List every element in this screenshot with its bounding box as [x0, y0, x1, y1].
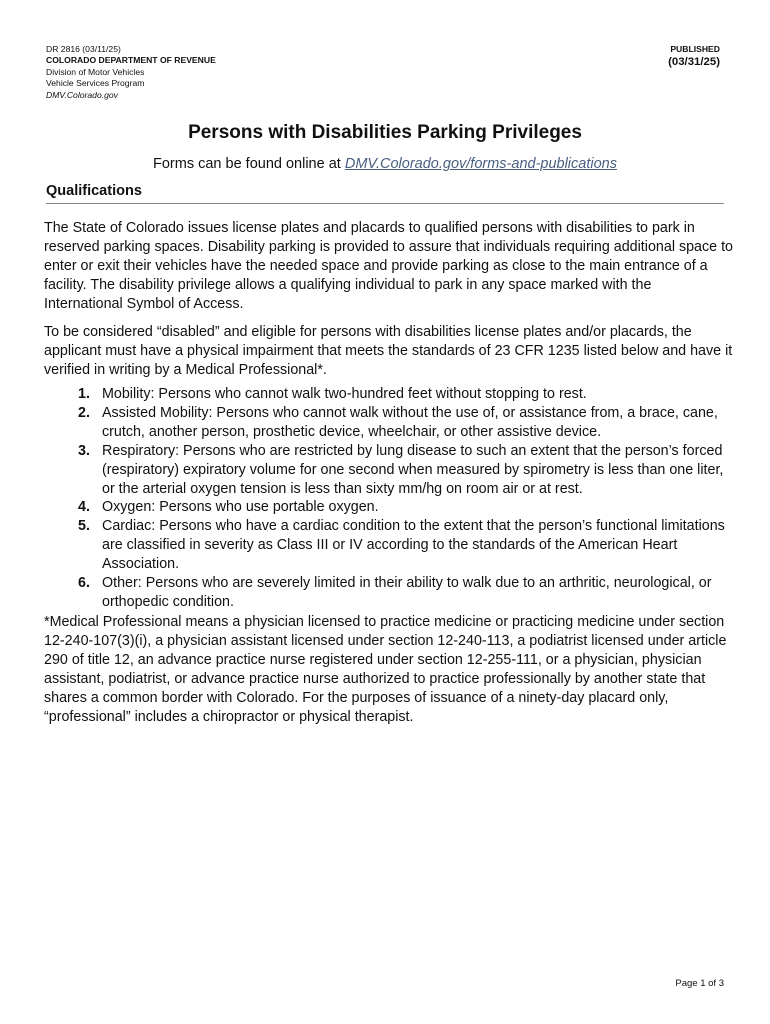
list-item	[78, 517, 738, 574]
list-item-number: 2.	[78, 404, 90, 421]
forms-line	[0, 154, 770, 174]
page-title: Persons with Disabilities Parking Privileges	[188, 122, 582, 143]
list-item-number: 6.	[78, 575, 90, 592]
list-item-text: Other: Persons who are severely limited in their ability to walk due to an arthritic, neurological, or orthopedic condition.	[102, 575, 712, 610]
list-item-text: Mobility: Persons who cannot walk two-hundred feet without stopping to rest.	[102, 386, 587, 402]
published-label: PUBLISHED	[670, 44, 720, 54]
list-item-text: Cardiac: Persons who have a cardiac condition to the extent that the person’s functional limitations are classified in severity as Class III or IV according to the standards of the American Heart Association.	[102, 518, 725, 573]
list-item	[78, 385, 738, 404]
list-item-number: 1.	[78, 386, 90, 402]
department-name: COLORADO DEPARTMENT OF REVENUE	[46, 55, 216, 66]
forms-line-prefix: Forms can be found online at	[153, 156, 345, 172]
forms-link[interactable]: DMV.Colorado.gov/forms-and-publications	[344, 156, 617, 172]
medical-professional-footnote: *Medical Professional means a physician licensed to practice medicine or practicing medicine under section 12-240-107(3)(i), a physician assistant licensed under section 12-240-113, a podiatrist licensed under article 290 of title 12, an advance practice nurse registered under section 12-255-111, or a physician, physician assistant, podiatrist, or advance practice nurse authorized to practice professionally by another state that shares a common border with Colorado. For the purposes of issuance of a ninety-day placard only, “professional” includes a chiropractor or physical therapist.	[44, 614, 727, 725]
list-item-number: 3.	[78, 442, 90, 459]
page-number: Page 1 of 3	[675, 978, 724, 989]
section-heading-qualifications: Qualifications	[46, 181, 724, 204]
list-item-number: 4.	[78, 499, 90, 516]
list-item	[78, 574, 738, 612]
agency-website: DMV.Colorado.gov	[46, 89, 118, 100]
list-item	[78, 404, 738, 442]
list-item	[78, 442, 738, 499]
program-name: Vehicle Services Program	[46, 78, 145, 89]
intro-paragraph: The State of Colorado issues license plates and placards to qualified persons with disabilities to park in reserved parking spaces. Disability parking is provided to assure that individuals requiring additional space to enter or exit their vehicles have the needed space and provide parking as close to the main entrance of a facility. The disability privilege allows a qualifying individual to park in any space marked with the International Symbol of Access.	[44, 220, 734, 312]
list-item-text: Oxygen: Persons who use portable oxygen.	[102, 499, 379, 516]
division-name: Division of Motor Vehicles	[46, 66, 145, 77]
eligibility-paragraph: To be considered “disabled” and eligible for persons with disabilities license plates and/or placards, the applicant must have a physical impairment that meets the standards of 23 CFR 1235 listed below and have it verified in writing by a Medical Professional*.	[44, 324, 733, 378]
header-agency-block	[46, 44, 216, 101]
list-item-number: 5.	[78, 518, 90, 535]
published-date: (03/31/25)	[668, 56, 720, 68]
list-item	[78, 498, 738, 517]
qualifications-list	[78, 385, 738, 612]
published-block	[668, 44, 720, 70]
list-item-text: Respiratory: Persons who are restricted by lung disease to such an extent that the person’s forced (respiratory) expiratory volume for one second when measured by spirometry is less than one liter, or the arterial oxygen tension is less than sixty mm/hg on room air or at rest.	[102, 442, 724, 497]
form-id: DR 2816 (03/11/25)	[46, 44, 121, 54]
list-item-text: Assisted Mobility: Persons who cannot walk without the use of, or assistance from, a brace, cane, crutch, another person, prosthetic device, wheelchair, or other assistive device.	[102, 404, 718, 440]
